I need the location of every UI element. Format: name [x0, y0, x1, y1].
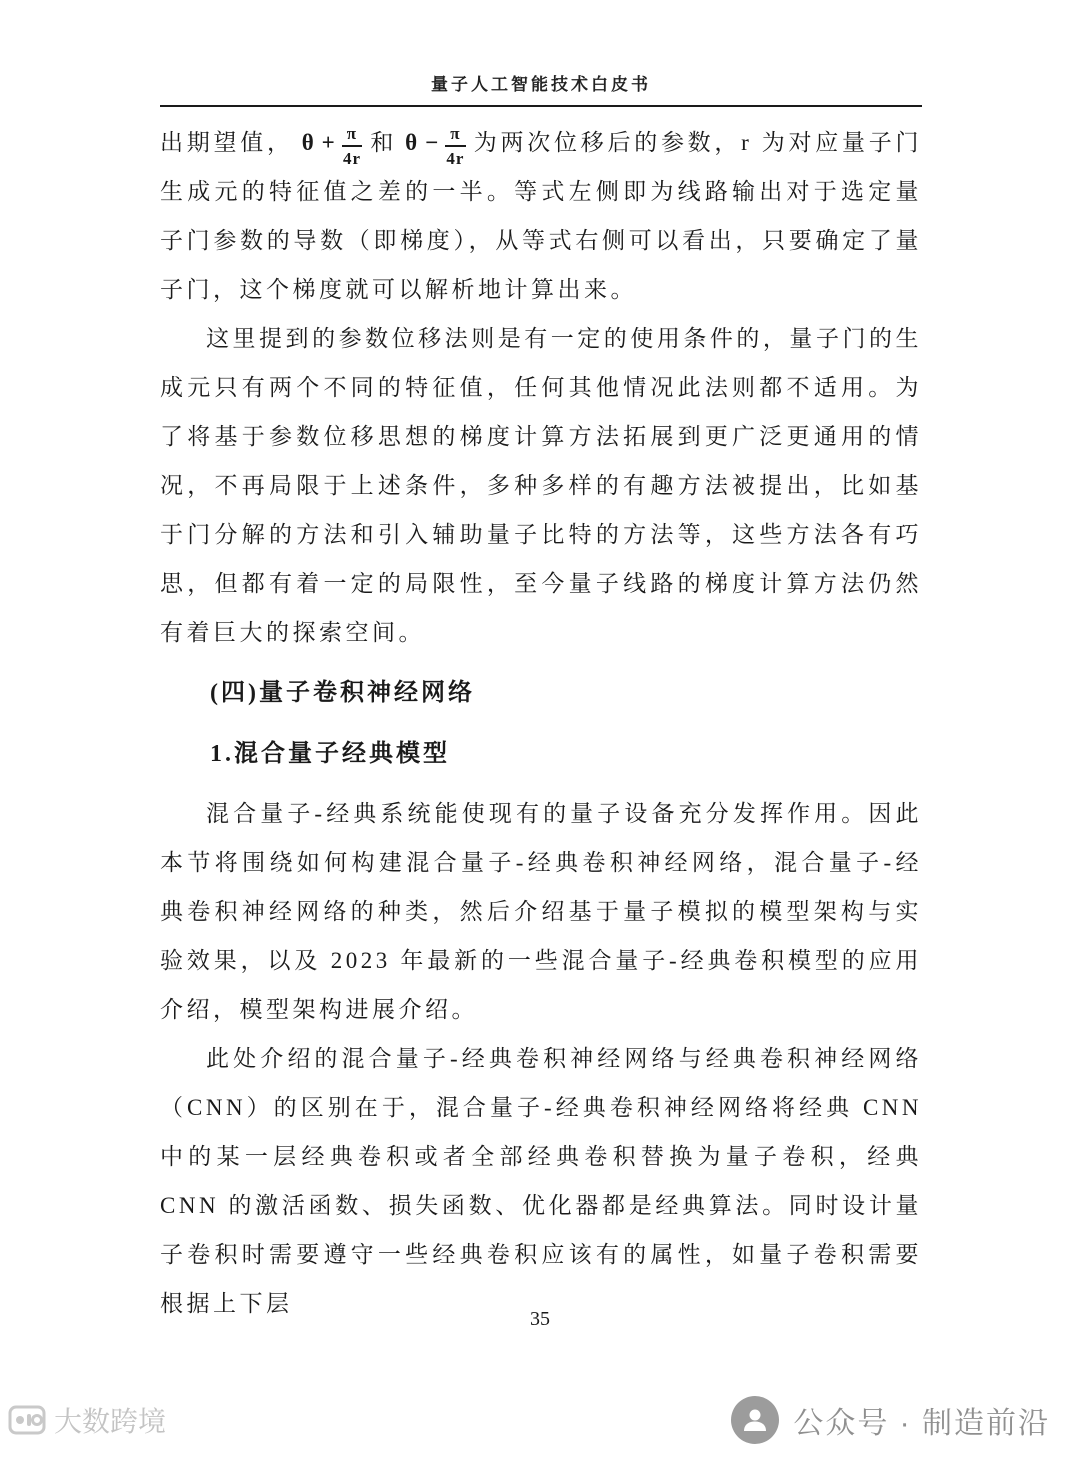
formula-theta-minus [405, 123, 465, 168]
text-run: 为两次位移后的参数，r 为对应量子门生成元的特征值之差的一半。等式左侧即为线路输出对于选定量子门参数的导数（即梯度），从等式右侧可以看出，只要确定了量子门，这个梯度就可以解析地计算出来。 [160, 130, 922, 302]
fraction-pi-over-4r [445, 125, 465, 167]
text-run: 和 [370, 130, 398, 155]
paragraph-gradient-continued [160, 118, 922, 314]
theta-minus-symbol: θ − [405, 130, 440, 155]
text-run: 出期望值， [160, 130, 294, 155]
sub-heading-hybrid-model: 1.混合量子经典模型 [210, 741, 450, 767]
fraction-pi-over-4r [342, 125, 362, 167]
fraction-numerator: π [445, 125, 465, 147]
watermark [8, 1400, 166, 1440]
watermark-brand-label: 大数跨境 [54, 1406, 167, 1437]
watermark-logo-icon [8, 1401, 46, 1439]
paragraph-hybrid-intro: 混合量子-经典系统能使现有的量子设备充分发挥作用。因此本节将围绕如何构建混合量子-经典卷积神经网络，混合量子-经典卷积神经网络的种类，然后介绍基于量子模拟的模型架构与实验效果，以及 2023 年最新的一些混合量子-经典卷积模型的应用介绍，模型架构进展介绍。 [160, 801, 922, 1022]
official-account-badge [731, 1396, 1050, 1444]
official-account-label: 公众号 · 制造前沿 [793, 1407, 1050, 1440]
page-header [160, 70, 922, 107]
paragraph-parameter-shift-rule: 这里提到的参数位移法则是有一定的使用条件的，量子门的生成元只有两个不同的特征值，任何其他情况此法则都不适用。为了将基于参数位移思想的梯度计算方法拓展到更广泛更通用的情况，不再局限于上述条件，多种多样的有趣方法被提出，比如基于门分解的方法和引入辅助量子比特的方法等，这些方法各有巧思，但都有着一定的局限性，至今量子线路的梯度计算方法仍然有着巨大的探索空间。 [160, 326, 922, 645]
fraction-denominator: 4r [342, 148, 361, 168]
fraction-denominator: 4r [446, 148, 465, 168]
official-account-icon [731, 1396, 779, 1444]
theta-plus-symbol: θ + [301, 130, 336, 155]
page-body [160, 118, 922, 1328]
page-number: 35 [530, 1308, 550, 1330]
formula-theta-plus [301, 123, 362, 168]
section-heading-quantum-cnn: (四)量子卷积神经网络 [210, 680, 475, 706]
document-title: 量子人工智能技术白皮书 [431, 75, 651, 94]
paragraph-hybrid-vs-cnn: 此处介绍的混合量子-经典卷积神经网络与经典卷积神经网络（CNN）的区别在于，混合量子-经典卷积神经网络将经典 CNN 中的某一层经典卷积或者全部经典卷积替换为量子卷积，经典 CNN 的激活函数、损失函数、优化器都是经典算法。同时设计量子卷积时需要遵守一些经典卷积应该有的属性，如量子卷积需要根据上下层 [160, 1046, 922, 1316]
fraction-numerator: π [342, 125, 362, 147]
